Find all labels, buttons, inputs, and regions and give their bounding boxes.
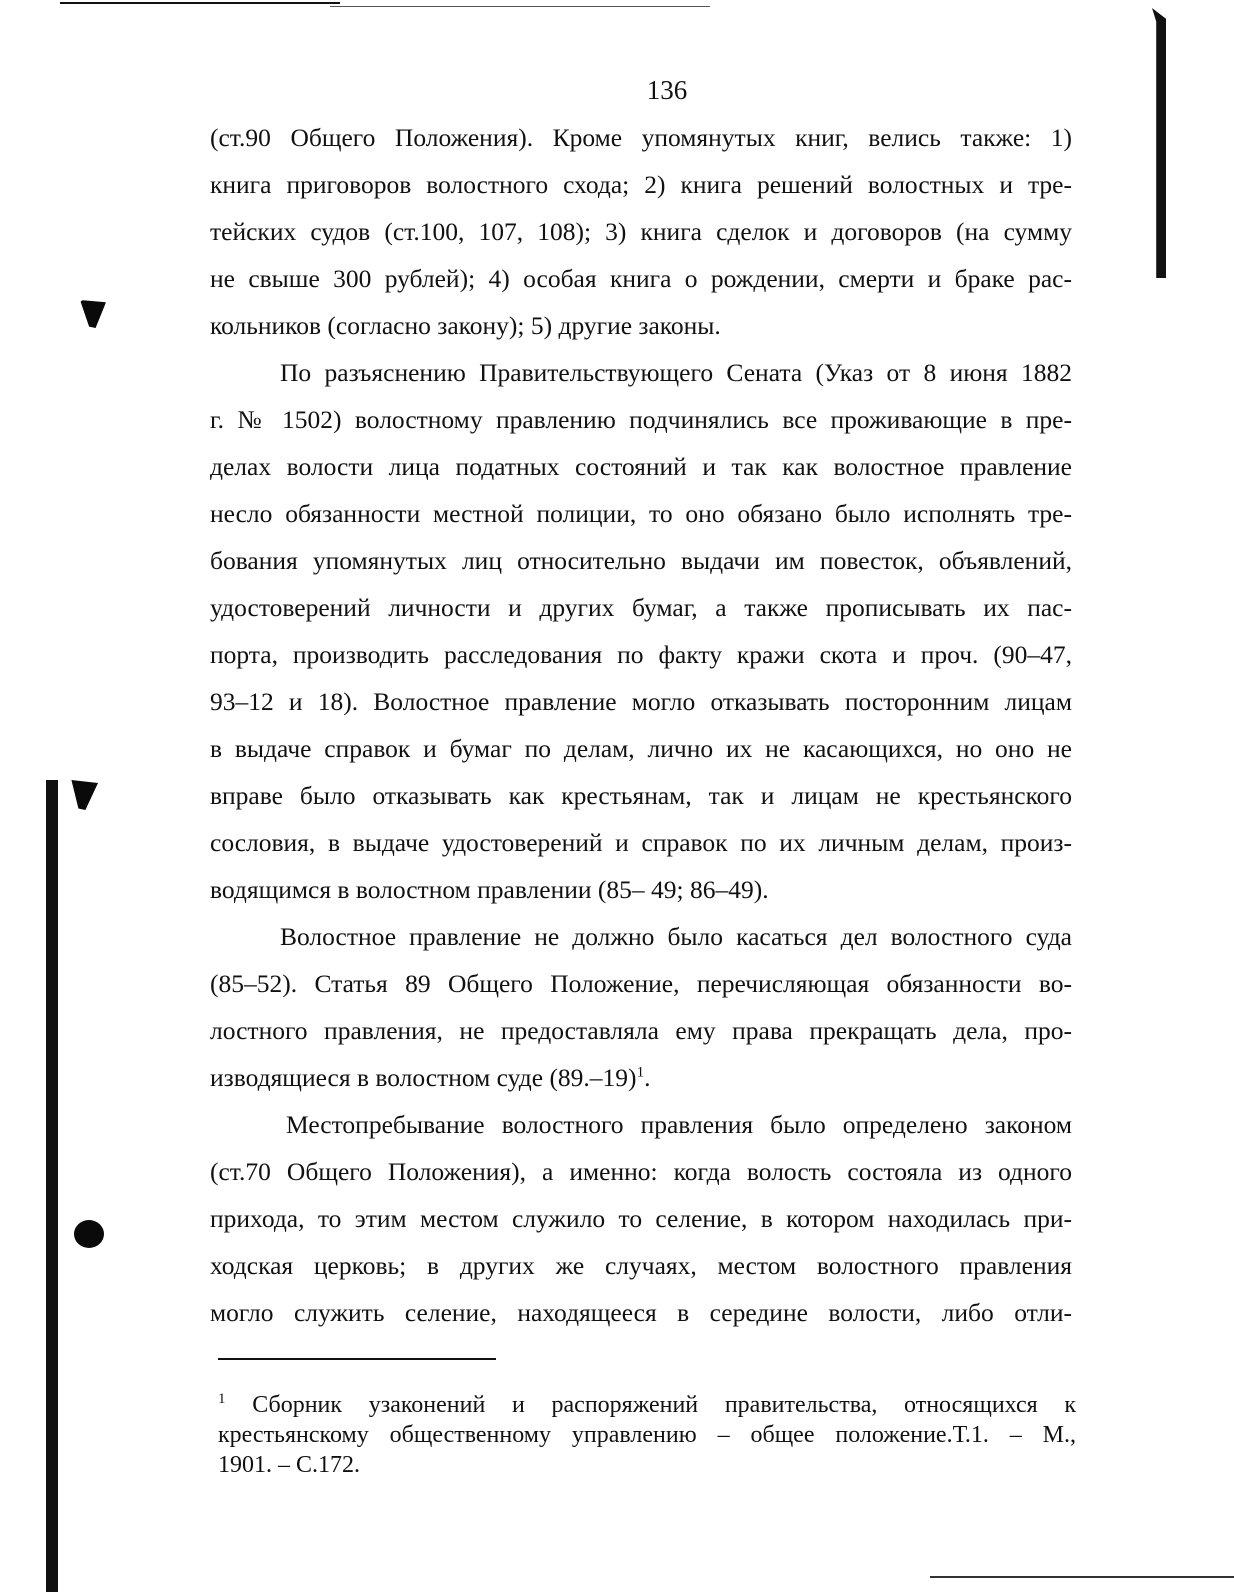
text-line: кольников (согласно закону); 5) другие законы. — [210, 311, 721, 340]
scan-edge-right — [1152, 8, 1166, 278]
footnote-separator — [218, 1358, 496, 1360]
text-line: в выдаче справок и бумаг по делам, лично их не касающихся, но оно не — [210, 734, 1072, 763]
paragraph — [210, 913, 1072, 1101]
text-line: г. № 1502) волостному правлению подчинялись все проживающие в пре- — [210, 405, 1072, 434]
footnote-reference[interactable]: 1 — [636, 1064, 645, 1081]
text-line — [210, 1054, 1072, 1101]
text-line: делах волости лица податных состояний и так как волостное правление — [210, 452, 1072, 481]
text-line: (ст.90 Общего Положения). Кроме упомянутых книг, велись также: 1) — [210, 123, 1072, 152]
text-line: могло служить селение, находящееся в середине волости, либо отли- — [210, 1298, 1072, 1327]
text-line: сословия, в выдаче удостоверений и справок по их личным делам, произ- — [210, 828, 1072, 857]
text-line-end: . — [644, 1063, 651, 1092]
text-line: тейских судов (ст.100, 107, 108); 3) книга сделок и договоров (на сумму — [210, 217, 1072, 246]
text-line: (ст.70 Общего Положения), а именно: когда волость состояла из одного — [210, 1157, 1072, 1186]
text-line: прихода, то этим местом служило то селение, в котором находилась при- — [210, 1204, 1072, 1233]
text-line: не свыше 300 рублей); 4) особая книга о рождении, смерти и браке рас- — [210, 264, 1072, 293]
paragraph — [210, 114, 1072, 349]
scan-edge-bottom — [930, 1576, 1234, 1578]
text-line: Местопребывание волостного правления было определено законом — [286, 1110, 1072, 1139]
text-line: По разъяснению Правительствующего Сената (Указ от 8 июня 1882 — [280, 358, 1072, 387]
text-line: 93–12 и 18). Волостное правление могло отказывать посторонним лицам — [210, 687, 1072, 716]
footnote — [218, 1390, 1076, 1480]
scan-edge-top — [60, 2, 340, 4]
footnote-line — [218, 1390, 1076, 1420]
footnote-line: крестьянскому общественному управлению – общее положение.Т.1. – М., — [218, 1422, 1076, 1448]
paragraph — [210, 349, 1072, 913]
scan-edge-top-thin — [330, 6, 710, 7]
body-text — [210, 114, 1072, 1336]
scan-edge-left — [46, 780, 58, 1592]
text-line: Волостное правление не должно было касаться дел волостного суда — [280, 922, 1072, 951]
text-line: ходская церковь; в других же случаях, местом волостного правления — [210, 1251, 1072, 1280]
page-number: 136 — [646, 75, 688, 105]
footnote-text: Сборник узаконений и распоряжений правительства, относящихся к — [252, 1392, 1077, 1418]
text-line: вправе было отказывать как крестьянам, так и лицам не крестьянского — [210, 781, 1072, 810]
text-line: книга приговоров волостного схода; 2) книга решений волостных и тре- — [210, 170, 1072, 199]
text-line: порта, производить расследования по факту кражи скота и проч. (90–47, — [210, 640, 1072, 669]
text-line: несло обязанности местной полиции, то оно обязано было исполнять тре- — [210, 499, 1072, 528]
footnote-marker: 1 — [218, 1391, 226, 1407]
text-line: водящимся в волостном правлении (85– 49; 86–49). — [210, 875, 769, 904]
text-line: (85–52). Статья 89 Общего Положение, перечисляющая обязанности во- — [210, 969, 1072, 998]
text-line-content: изводящиеся в волостном суде (89.–19) — [210, 1063, 637, 1092]
paragraph — [210, 1101, 1072, 1336]
binding-hole-mark — [80, 300, 106, 328]
text-line: бования упомянутых лиц относительно выдачи им повесток, объявлений, — [210, 546, 1072, 575]
text-line: удостоверений личности и других бумаг, а также прописывать их пас- — [210, 593, 1072, 622]
binding-hole-mark — [70, 780, 98, 810]
footnote-line: 1901. – С.172. — [218, 1452, 361, 1478]
text-line: лостного правления, не предоставляла ему права прекращать дела, про- — [210, 1016, 1072, 1045]
binding-hole-mark — [74, 1220, 104, 1248]
